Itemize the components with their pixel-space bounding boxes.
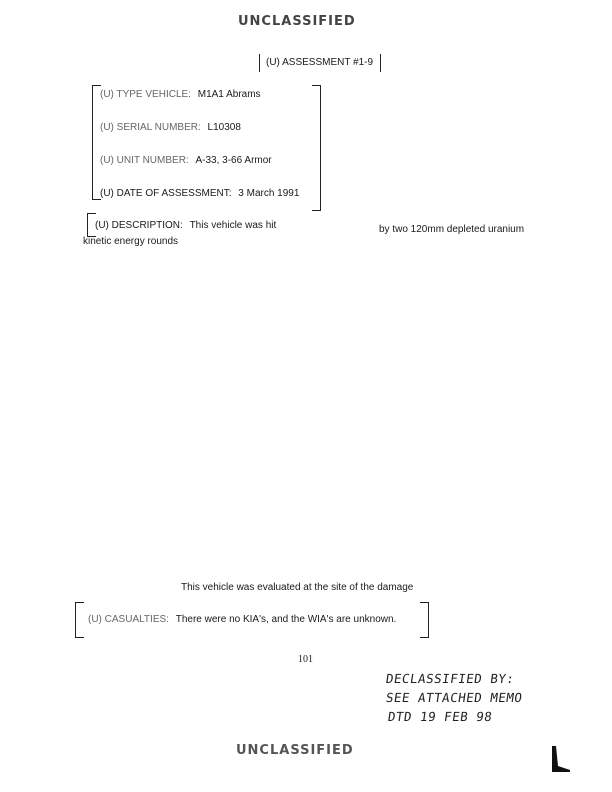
evaluation-note: This vehicle was evaluated at the site of the damage bbox=[181, 582, 414, 593]
declassification-line3: DTD 19 FEB 98 bbox=[386, 709, 494, 724]
assessment-label: (U) ASSESSMENT #1-9 bbox=[266, 57, 374, 68]
field-date-of-assessment bbox=[100, 188, 299, 199]
field-date-label: (U) DATE OF ASSESSMENT: bbox=[100, 188, 232, 199]
casualties-text: There were no KIA's, and the WIA's are unknown. bbox=[175, 614, 397, 625]
description-text-part1: This vehicle was hit bbox=[189, 220, 277, 231]
fields-bracket-right bbox=[312, 85, 321, 211]
header-classification-stamp: UNCLASSIFIED bbox=[238, 14, 356, 29]
field-serial-number bbox=[100, 122, 241, 133]
description-label: (U) DESCRIPTION: bbox=[95, 220, 183, 231]
field-type-vehicle bbox=[100, 89, 261, 100]
casualties-line bbox=[88, 614, 396, 625]
corner-scan-mark bbox=[550, 746, 572, 772]
field-serial-number-label: (U) SERIAL NUMBER: bbox=[100, 122, 201, 133]
field-unit-number-label: (U) UNIT NUMBER: bbox=[100, 155, 189, 166]
description-text-part3: kinetic energy rounds bbox=[83, 236, 179, 247]
description-line1 bbox=[95, 220, 276, 231]
field-unit-number-value: A-33, 3-66 Armor bbox=[195, 155, 272, 166]
page-number: 101 bbox=[298, 654, 313, 665]
casualties-bracket-right bbox=[420, 602, 429, 638]
declassification-line2: SEE ATTACHED MEMO bbox=[384, 690, 524, 705]
field-type-vehicle-label: (U) TYPE VEHICLE: bbox=[100, 89, 191, 100]
description-text-part2: by two 120mm depleted uranium bbox=[379, 224, 525, 235]
fields-bracket-left bbox=[92, 85, 101, 200]
field-serial-number-value: L10308 bbox=[207, 122, 241, 133]
footer-classification-stamp: UNCLASSIFIED bbox=[236, 743, 354, 758]
field-type-vehicle-value: M1A1 Abrams bbox=[197, 89, 261, 100]
casualties-bracket-left bbox=[75, 602, 84, 638]
casualties-label: (U) CASUALTIES: bbox=[88, 614, 169, 625]
declassification-line1: DECLASSIFIED BY: bbox=[384, 671, 516, 686]
field-unit-number bbox=[100, 155, 272, 166]
field-date-value: 3 March 1991 bbox=[238, 188, 300, 199]
